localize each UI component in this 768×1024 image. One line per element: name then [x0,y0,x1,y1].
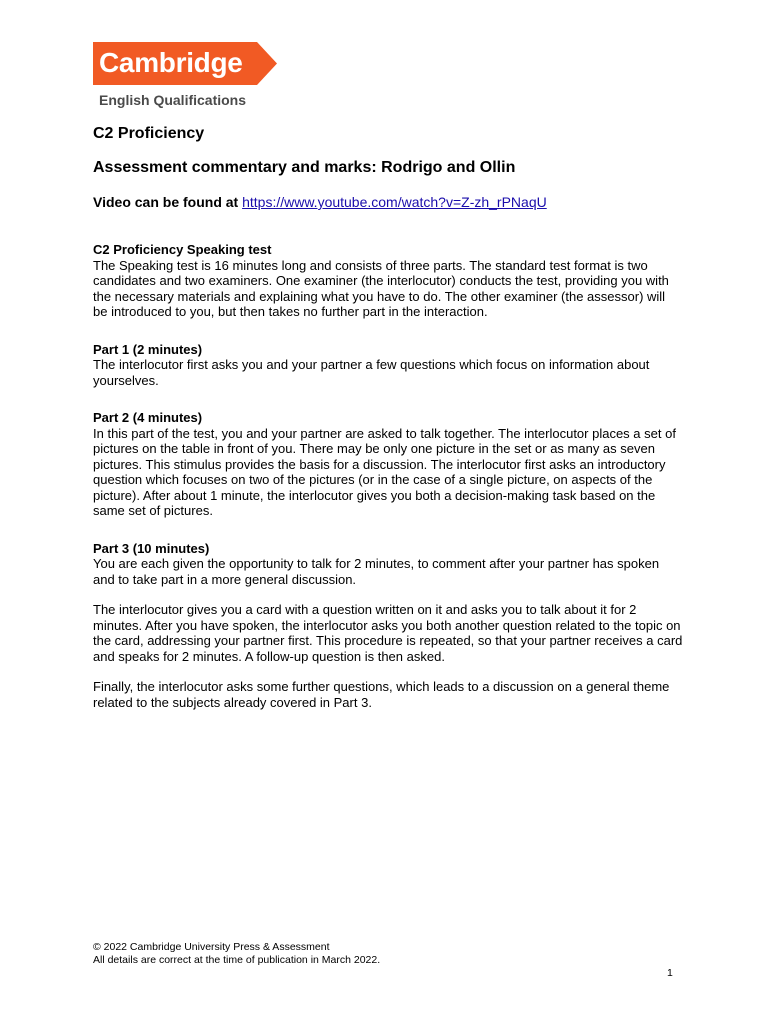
section-title: Part 1 (2 minutes) [93,341,203,357]
page-title: C2 Proficiency [93,125,205,142]
section-text: In this part of the test, you and your partner are asked to talk together. The interlocutor places a set of pictures on the table in front of you. There may be only one picture in the set or as many as seven pictures. This stimulus provides the basis for a discussion. The interlocutor first asks an introductory question which focuses on two of the pictures (or in the case of a single picture, on aspects of the picture). After about 1 minute, the interlocutor gives you both a decision-making task based on the same set of pictures. [93,425,676,518]
footer [93,941,380,967]
section-text: You are each given the opportunity to talk for 2 minutes, to comment after your partner has spoken and to take part in a more general discussion. [93,556,660,587]
logo-subtitle: English Qualifications [99,92,247,108]
section-part3 [93,541,683,711]
document-body [93,124,683,732]
logo-badge [93,42,277,85]
video-line [93,192,683,212]
section-part2 [93,410,683,519]
section-part1 [93,342,683,389]
section-title: Part 2 (4 minutes) [93,410,203,425]
footer-note: All details are correct at the time of publication in March 2022. [93,954,381,966]
section-intro [93,242,683,320]
section-text: The Speaking test is 16 minutes long and consists of three parts. The standard test format is two candidates and two examiners. One examiner (the interlocutor) conducts the test, providing you with the necessary materials and explaining what you have to do. The other examiner (the assessor) will be introduced to you, but then takes no further part in the interaction. [93,257,669,319]
video-link[interactable]: https://www.youtube.com/watch?v=Z-zh_rPNaqU [242,194,547,210]
video-label: Video can be found at [93,194,239,210]
cambridge-logo [93,42,277,108]
section-text: Finally, the interlocutor asks some further questions, which leads to a discussion on a general theme related to the subjects already covered in Part 3. [93,679,670,710]
footer-copyright: © 2022 Cambridge University Press & Assessment [93,941,330,953]
section-text: The interlocutor first asks you and your partner a few questions which focus on information about yourselves. [93,357,650,388]
section-text: The interlocutor gives you a card with a question written on it and asks you to talk about it for 2 minutes. After you have spoken, the interlocutor asks you both another question related to the topic on the card, addressing your partner first. This procedure is repeated, so that your partner receives a card and speaks for 2 minutes. A follow-up question is then asked. [93,602,683,664]
page-subtitle: Assessment commentary and marks: Rodrigo and Ollin [93,159,516,176]
logo-brand: Cambridge [99,47,243,78]
page-number: 1 [667,967,673,979]
section-title: Part 3 (10 minutes) [93,540,210,556]
section-title: C2 Proficiency Speaking test [93,242,272,257]
